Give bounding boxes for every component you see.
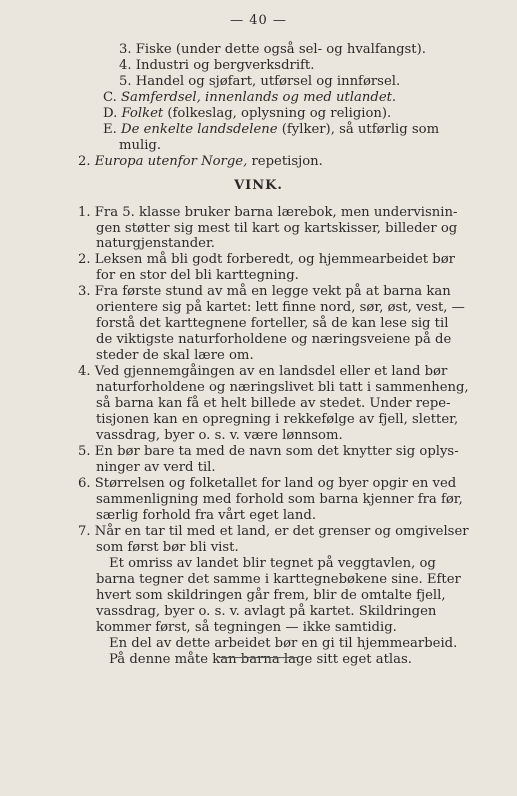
tip-7-line: vassdrag, byer o. s. v. avlagt på kartet. Skildringen: [96, 604, 437, 619]
section-heading: VINK.: [234, 178, 283, 193]
tip-7-line: En del av dette arbeidet bør en gi til hjemmearbeid.: [109, 636, 458, 651]
tip-4-line: så barna kan få et helt billede av stedet. Under repe-: [96, 396, 451, 411]
tip-2-line: for en stor del bli karttegning.: [96, 268, 299, 283]
tip-7-line: På denne måte kan barna lage sitt eget atlas.: [109, 652, 412, 667]
tip-1-line: naturgjenstander.: [96, 236, 215, 251]
outline-item-c: C. Samferdsel, innenlands og med utlandet.: [103, 90, 397, 105]
outline-item-e-cont: mulig.: [119, 138, 162, 153]
tip-6-line: sammenligning med forhold som barna kjenner fra før,: [96, 492, 463, 507]
tip-7-line: hvert som skildringen går frem, blir de omtalte fjell,: [96, 588, 446, 603]
outline-item-fiske: 3. Fiske (under dette også sel- og hvalfangst).: [119, 42, 426, 57]
tip-4-line: vassdrag, byer o. s. v. være lønnsom.: [96, 428, 343, 443]
tip-7-line: barna tegner det samme i karttegnebøkene sine. Efter: [96, 572, 461, 587]
tip-7-line: Et omriss av landet blir tegnet på veggtavlen, og: [109, 556, 436, 571]
outline-item-e: E. De enkelte landsdelene (fylker), så utførlig som: [103, 122, 440, 137]
tip-3-line: forstå det karttegnene forteller, så de kan lese sig til: [96, 316, 449, 331]
tip-7-line: som først bør bli vist.: [96, 540, 239, 555]
tip-3-line: de viktigste naturforholdene og næringsveiene på de: [96, 332, 452, 347]
tip-3-line: 3. Fra første stund av må en legge vekt på at barna kan: [78, 284, 451, 299]
tip-3-line: steder de skal lære om.: [96, 348, 254, 363]
outline-item-industri: 4. Industri og bergverksdrift.: [119, 58, 315, 73]
tip-4-line: tisjonen kan en opregning i rekkefølge av fjell, sletter,: [96, 412, 459, 427]
tip-3-line: orientere sig på kartet: lett finne nord, sør, øst, vest, —: [96, 300, 465, 315]
outline-item-handel: 5. Handel og sjøfart, utførsel og innførsel.: [119, 74, 401, 89]
tip-2-line: 2. Leksen må bli godt forberedt, og hjemmearbeidet bør: [78, 252, 455, 267]
page-number: — 40 —: [230, 13, 287, 28]
tip-5-line: 5. En bør bare ta med de navn som det knytter sig oplys-: [78, 444, 459, 459]
tip-1-line: gen støtter sig mest til kart og kartskisser, billeder og: [96, 221, 458, 236]
tip-4-line: 4. Ved gjennemgåingen av en landsdel eller et land bør: [78, 364, 448, 379]
outline-item-d: D. Folket (folkeslag, oplysning og religion).: [103, 106, 392, 121]
tip-7-line: 7. Når en tar til med et land, er det grenser og omgivelser: [78, 524, 469, 539]
tip-5-line: ninger av verd til.: [96, 460, 216, 475]
tip-1-line: 1. Fra 5. klasse bruker barna lærebok, men undervisnin-: [78, 205, 458, 220]
outline-item-europa: 2. Europa utenfor Norge, repetisjon.: [78, 154, 323, 169]
end-rule: [219, 657, 297, 658]
tip-4-line: naturforholdene og næringslivet bli tatt i sammenheng,: [96, 380, 469, 395]
tip-6-line: 6. Størrelsen og folketallet for land og byer opgir en ved: [78, 476, 457, 491]
tip-7-line: kommer først, så tegningen — ikke samtidig.: [96, 620, 397, 635]
tip-6-line: særlig forhold fra vårt eget land.: [96, 508, 317, 523]
